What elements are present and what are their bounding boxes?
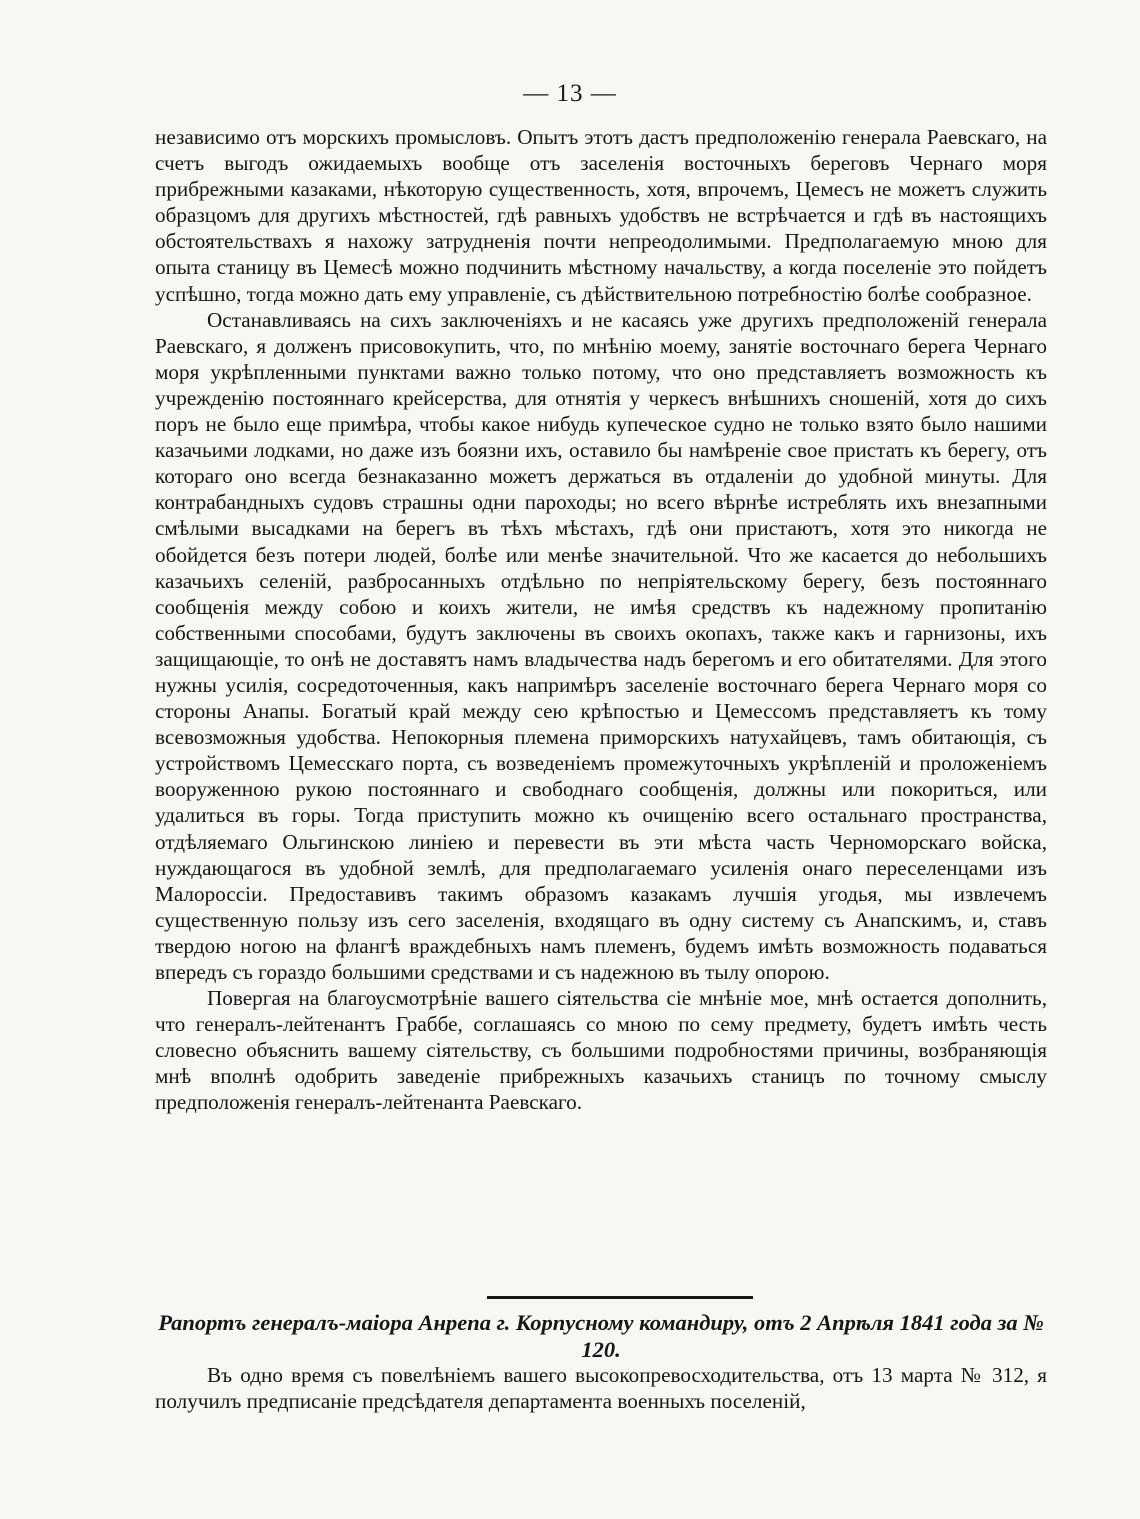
- paragraph-2: Останавливаясь на сихъ заключеніяхъ и не касаясь уже другихъ предположеній генерала Раевскаго, я долженъ присовокупить, что, по мнѣнію моему, занятіе восточнаго берега Чернаго моря укрѣпленными пунктами важно только потому, что оно представляетъ возможность къ учрежденію постояннаго крейсерства, для отнятія у черкесъ внѣшнихъ сношеній, хотя до сихъ поръ не было еще примѣра, чтобы какое нибудь купеческое судно не только взято было нашими казачьими лодками, но даже изъ боязни ихъ, оставило бы намѣреніе свое пристать къ берегу, отъ котораго оно всегда безнаказанно можетъ держаться въ отдаленіи до удобной минуты. Для контрабандныхъ судовъ страшны одни пароходы; но всего вѣрнѣе истреблять ихъ внезапными смѣлыми высадками на берегъ въ тѣхъ мѣстахъ, гдѣ они пристаютъ, хотя это никогда не обойдется безъ потери людей, болѣе или менѣе значительной. Что же касается до небольшихъ казачьихъ селеній, разбросанныхъ отдѣльно по непріятельскому берегу, безъ постояннаго сообщенія между собою и коихъ жители, не имѣя средствъ къ надежному пропитанію собственными способами, будутъ заключены въ своихъ окопахъ, также какъ и гарнизоны, ихъ защищающіе, то онѣ не доставятъ намъ владычества надъ берегомъ и его обитателями. Для этого нужны усилія, сосредоточенныя, какъ напримѣръ заселеніе восточнаго берега Чернаго моря со стороны Анапы. Богатый край между сею крѣпостью и Цемессомъ представляетъ къ тому всевозможныя удобства. Непокорныя племена приморскихъ натухайцевъ, тамъ обитающія, съ устройствомъ Цемесскаго порта, съ возведеніемъ промежуточныхъ укрѣпленій и проложеніемъ вооруженною рукою постояннаго и свободнаго сообщенія, должны или покориться, или удалиться въ горы. Тогда приступить можно къ очищенію всего остальнаго пространства, отдѣляемаго Ольгинскою линіею и перевести въ эти мѣста часть Черноморскаго войска, нуждающагося въ удобной землѣ, для предполагаемаго усиленія онаго переселенцами изъ Малороссіи. Предоставивъ такимъ образомъ казакамъ лучшія угодья, мы извлечемъ существенную пользу изъ сего заселенія, входящаго въ одну систему съ Анапскимъ, и, ставъ твердою ногою на флангѣ враждебныхъ намъ племенъ, будемъ имѣть возможность подаваться впередъ съ гораздо большими средствами и съ надежною въ тылу опорою.: [155, 307, 1047, 984]
- section-heading: Рапортъ генералъ-маіора Анрепа г. Корпусному командиру, отъ 2 Апрѣля 1841 года за № 120.: [158, 1310, 1044, 1362]
- main-text: [155, 124, 1047, 1116]
- section-divider: [487, 1296, 753, 1299]
- paragraph-1: независимо отъ морскихъ промысловъ. Опытъ этотъ дастъ предположенію генерала Раевскаго, на счетъ выгодъ ожидаемыхъ вообще отъ заселенія восточныхъ береговъ Чернаго моря прибрежными казаками, нѣкоторую существенность, хотя, впрочемъ, Цемесъ не можетъ служить образцомъ для другихъ мѣстностей, гдѣ равныхъ удобствъ не встрѣчается и гдѣ въ настоящихъ обстоятельствахъ я нахожу затрудненія почти непреодолимыми. Предполагаемую мною для опыта станицу въ Цемесѣ можно подчинить мѣстному начальству, а когда поселеніе это пойдетъ успѣшно, тогда можно дать ему управленіе, съ дѣйствительною потребностію болѣе сообразное.: [155, 125, 1047, 306]
- page-number: — 13 —: [523, 80, 617, 107]
- paragraph-3: Повергая на благоусмотрѣніе вашего сіятельства сіе мнѣніе мое, мнѣ остается дополнить, что генералъ-лейтенантъ Граббе, соглашаясь со мною по сему предмету, будетъ имѣть честь словесно объяснить вашему сіятельству, съ большими подробностями причины, возбраняющія мнѣ вполнѣ одобрить заведеніе прибрежныхъ казачьихъ станицъ по точному смыслу предположенія генералъ-лейтенанта Раевскаго.: [155, 986, 1047, 1115]
- section-paragraph: Въ одно время съ повелѣніемъ вашего высокопревосходительства, отъ 13 марта № 312, я получилъ предписаніе предсѣдателя департамента военныхъ поселеній,: [155, 1363, 1047, 1414]
- section-text: [155, 1362, 1047, 1414]
